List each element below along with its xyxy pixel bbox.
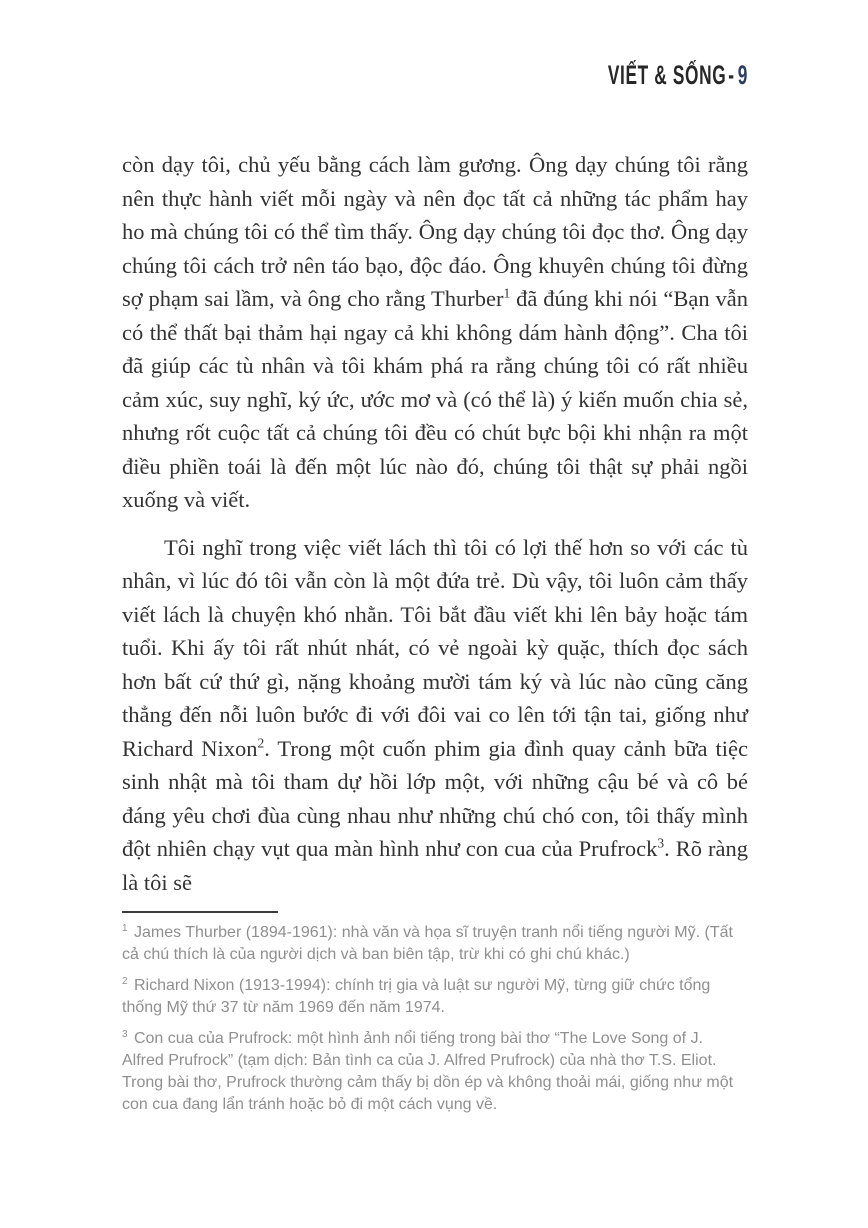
paragraph-text: còn dạy tôi, chủ yếu bằng cách làm gương. Ông dạy chúng tôi rằng nên thực hành viết mỗi ngày và nên đọc tất cả những tác phẩm hay ho mà chúng tôi có thể tìm thấy. Ông dạy chúng tôi đọc thơ. Ông dạy chúng tôi cách trở nên táo bạo, độc đáo. Ông khuyên chúng tôi đừng sợ phạm sai lầm, và ông cho rằng Thurber	[122, 152, 748, 311]
paragraph-text: . Rõ ràng là tôi sẽ	[122, 836, 748, 895]
footnote-number: 2	[122, 975, 128, 987]
title-dash: -	[728, 60, 735, 90]
body-text-block	[122, 148, 748, 1116]
footnote	[122, 922, 748, 966]
paragraph-text: Tôi nghĩ trong việc viết lách thì tôi có lợi thế hơn so với các tù nhân, vì lúc đó tôi vẫn còn là một đứa trẻ. Dù vậy, tôi luôn cảm thấy viết lách là chuyện khó nhằn. Tôi bắt đầu viết khi lên bảy hoặc tám tuổi. Khi ấy tôi rất nhút nhát, có vẻ ngoài kỳ quặc, thích đọc sách hơn bất cứ thứ gì, nặng khoảng mười tám ký và lúc nào cũng căng thẳng đến nỗi luôn bước đi với đôi vai co lên tới tận tai, giống như Richard Nixon	[122, 534, 748, 761]
footnote-text: Richard Nixon (1913-1994): chính trị gia và luật sư người Mỹ, từng giữ chức tổng thống Mỹ thứ 37 từ năm 1969 đến năm 1974.	[122, 977, 711, 1016]
page-number: 9	[737, 60, 748, 90]
footnote-number: 3	[122, 1028, 128, 1040]
book-title: VIẾT & SỐNG	[607, 60, 727, 90]
footnote	[122, 1028, 748, 1116]
body-paragraph	[122, 531, 748, 900]
footnote-text: Con cua của Prufrock: một hình ảnh nổi tiếng trong bài thơ “The Love Song of J. Alfred Prufrock” (tạm dịch: Bản tình ca của J. Alfred Prufrock) của nhà thơ T.S. Eliot. Trong bài thơ, Prufrock thường cảm thấy bị dồn ép và không thoải mái, giống như một con cua đang lẩn tránh hoặc bỏ đi một cách vụng về.	[122, 1030, 734, 1113]
footnote-separator	[122, 911, 278, 913]
body-paragraph	[122, 148, 748, 517]
footnote-text: James Thurber (1894-1961): nhà văn và họa sĩ truyện tranh nổi tiếng người Mỹ. (Tất cả chú thích là của người dịch và ban biên tập, trừ khi có ghi chú khác.)	[122, 924, 733, 963]
footnote-ref-2: 2	[257, 735, 265, 750]
footnotes-section	[122, 922, 748, 1116]
footnote-number: 1	[122, 922, 128, 934]
paragraph-text: đã đúng khi nói “Bạn vẫn có thể thất bại thảm hại ngay cả khi không dám hành động”. Cha tôi đã giúp các tù nhân và tôi khám phá ra rằng chúng tôi có rất nhiều cảm xúc, suy nghĩ, ký ức, ước mơ và (có thể là) ý kiến muốn chia sẻ, nhưng rốt cuộc tất cả chúng tôi đều có chút bực bội khi nhận ra một điều phiền toái là đến một lúc nào đó, chúng tôi thật sự phải ngồi xuống và viết.	[122, 286, 748, 512]
footnote	[122, 975, 748, 1019]
running-head	[529, 60, 748, 91]
footnote-ref-1: 1	[503, 285, 511, 301]
footnote-ref-3: 3	[657, 835, 665, 851]
paragraph-text: . Trong một cuốn phim gia đình quay cảnh bữa tiệc sinh nhật mà tôi tham dự hồi lớp một, với những cậu bé và cô bé đáng yêu chơi đùa cùng nhau như những chú chó con, tôi thấy mình đột nhiên chạy vụt qua màn hình như con cua của Prufrock	[122, 735, 748, 861]
